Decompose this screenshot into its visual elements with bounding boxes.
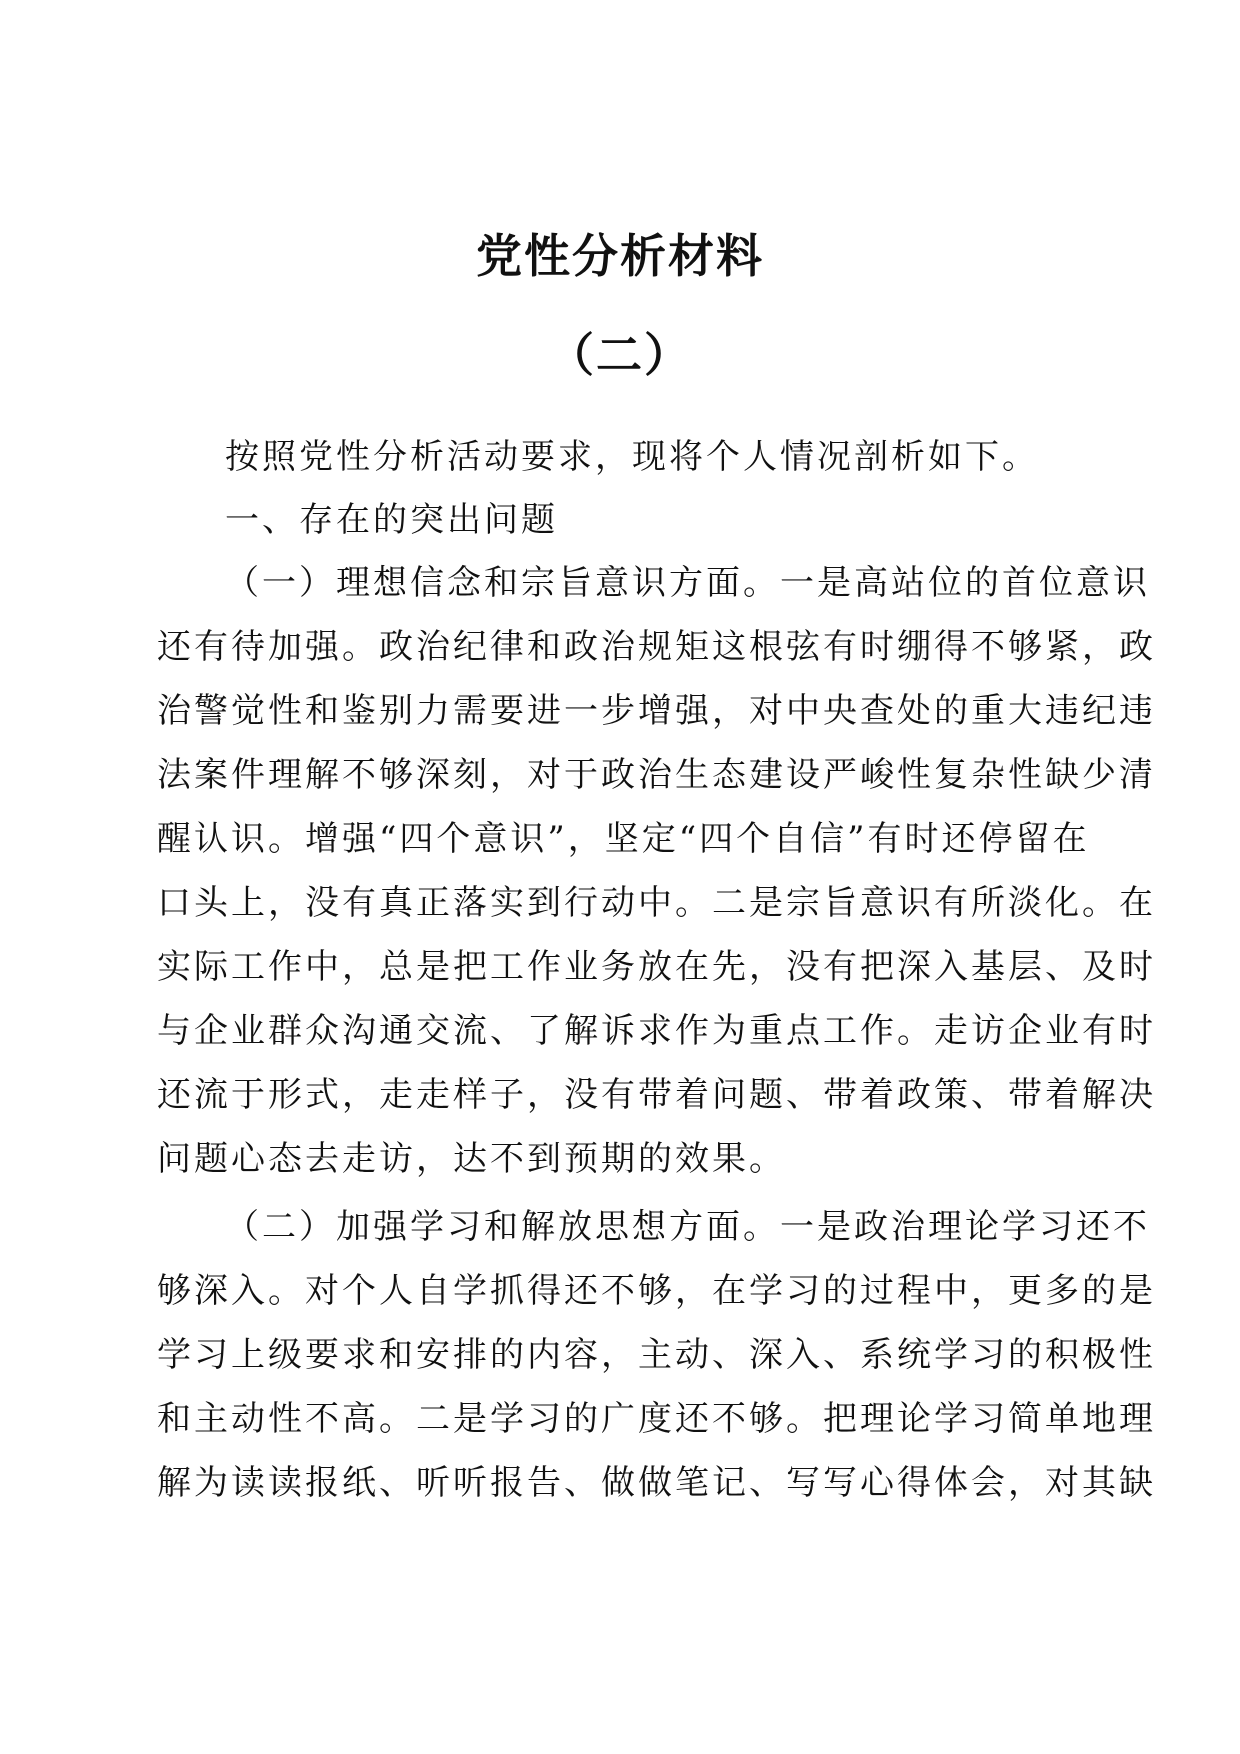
- paragraph-line: 学习上级要求和安排的内容，主动、深入、系统学习的积极性: [157, 1335, 1156, 1375]
- intro-paragraph: 按照党性分析活动要求，现将个人情况剖析如下。: [225, 437, 1039, 477]
- paragraph-line: 口头上，没有真正落实到行动中。二是宗旨意识有所淡化。在: [157, 883, 1156, 923]
- paragraph-line: 解为读读报纸、听听报告、做做笔记、写写心得体会，对其缺: [157, 1463, 1156, 1503]
- section-heading: 一、存在的突出问题: [225, 500, 558, 540]
- paragraph-line: （二）加强学习和解放思想方面。一是政治理论学习还不: [225, 1207, 1150, 1247]
- paragraph-line: 法案件理解不够深刻，对于政治生态建设严峻性复杂性缺少清: [157, 755, 1156, 795]
- paragraph-ideals-and-purpose: [157, 551, 1156, 1191]
- paragraph-line: 还流于形式，走走样子，没有带着问题、带着政策、带着解决: [157, 1075, 1156, 1115]
- paragraph-line: 够深入。对个人自学抓得还不够，在学习的过程中，更多的是: [157, 1271, 1156, 1311]
- paragraph-study-and-thinking: [157, 1195, 1156, 1515]
- paragraph-line: 醒认识。增强“四个意识”，坚定“四个自信”有时还停留在: [157, 819, 1090, 859]
- document-title: 党性分析材料: [476, 229, 764, 283]
- paragraph-line: 问题心态去走访，达不到预期的效果。: [157, 1139, 786, 1179]
- paragraph-line: 实际工作中，总是把工作业务放在先，没有把深入基层、及时: [157, 947, 1156, 987]
- paragraph-line: 还有待加强。政治纪律和政治规矩这根弦有时绷得不够紧，政: [157, 627, 1156, 667]
- paragraph-line: （一）理想信念和宗旨意识方面。一是高站位的首位意识: [225, 563, 1150, 603]
- paragraph-line: 和主动性不高。二是学习的广度还不够。把理论学习简单地理: [157, 1399, 1156, 1439]
- document-subtitle: （二）: [548, 328, 692, 382]
- paragraph-line: 治警觉性和鉴别力需要进一步增强，对中央查处的重大违纪违: [157, 691, 1156, 731]
- paragraph-line: 与企业群众沟通交流、了解诉求作为重点工作。走访企业有时: [157, 1011, 1156, 1051]
